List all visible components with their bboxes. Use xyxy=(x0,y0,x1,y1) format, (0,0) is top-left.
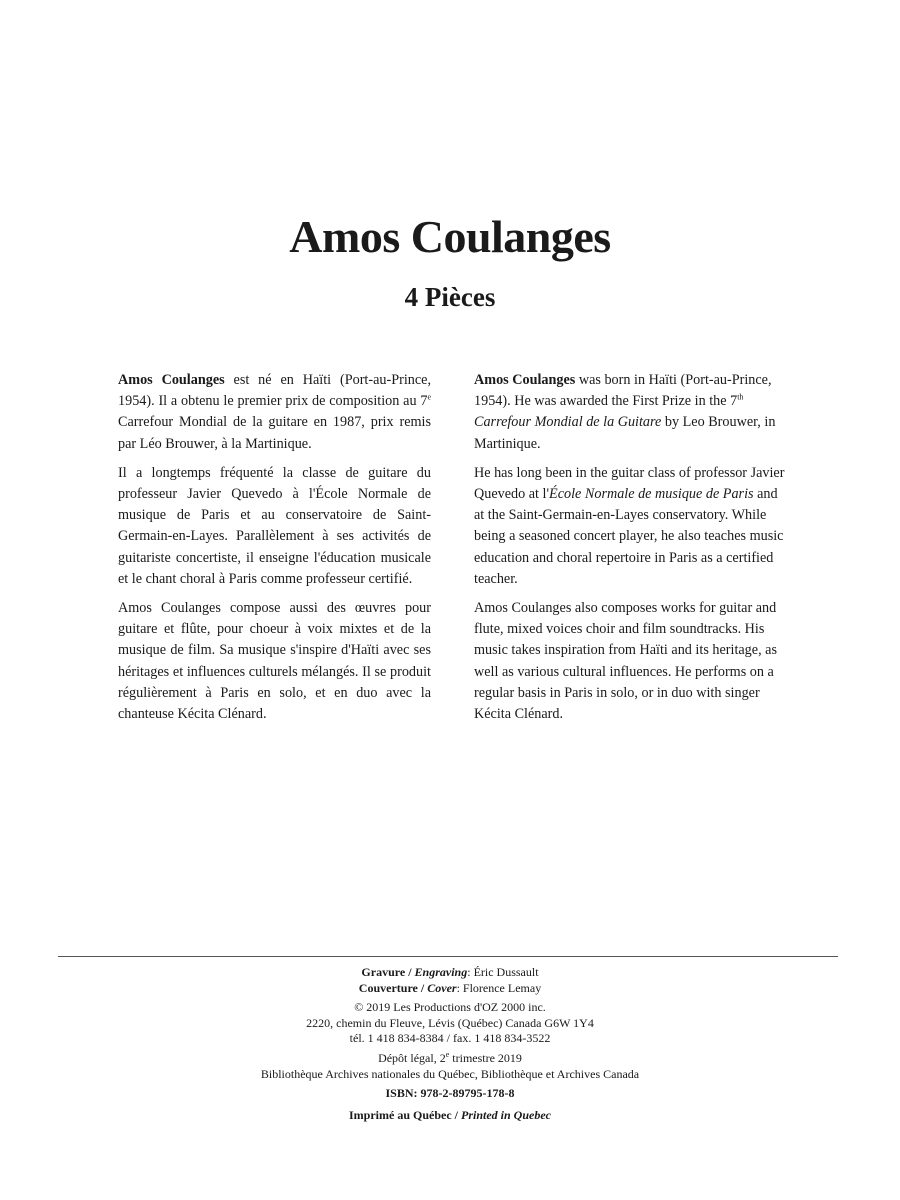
french-composer-name: Amos Coulanges xyxy=(118,372,225,388)
cover-label-fr: Couverture xyxy=(358,980,418,995)
isbn-line xyxy=(0,1086,900,1102)
engraving-name: : Éric Dussault xyxy=(467,965,539,979)
french-paragraph-3: Amos Coulanges compose aussi des œuvres pour guitare et flûte, pour choeur à voix mixtes et de la musique de film. Sa musique s'inspire d'Haïti avec ses héritages et influences culturels mélangés. Il se produit régulièrement à Paris en solo, et en duo avec la chanteuse Kécita Clénard. xyxy=(118,600,431,723)
english-p2-text-b: and at the Saint-Germain-en-Layes conservatory. While being a seasoned concert player, he also teaches music education and choral repertoire in Paris as a certified teacher. xyxy=(474,486,784,587)
legal-superscript: e xyxy=(445,1049,450,1059)
page-subtitle: 4 Pièces xyxy=(404,282,496,312)
phone-line: tél. 1 418 834-8384 / fax. 1 418 834-3522 xyxy=(349,1031,551,1046)
english-composer-name: Amos Coulanges xyxy=(474,372,576,388)
french-p1-text-a: est né en Haïti (Port-au-Prince, 1954). Il a obtenu le premier prix de composition au 7 xyxy=(118,372,431,410)
page-title: Amos Coulanges xyxy=(289,211,611,262)
english-p1-text-b: by Leo Brouwer, in Martinique. xyxy=(474,414,776,452)
cover-name: : Florence Lemay xyxy=(456,980,542,995)
english-paragraph-3: Amos Coulanges also composes works for guitar and flute, mixed voices choir and film soundtracks. His music takes inspiration from Haïti and its heritage, as well as various cultural influences. He performs on a regular basis in Paris in solo, or in duo with singer Kécita Clénard. xyxy=(474,600,777,723)
printed-fr: Imprimé au Québec xyxy=(349,1107,452,1122)
engraving-credit: Gravure / Engraving: Éric Dussault xyxy=(361,965,539,979)
english-paragraph-1 xyxy=(474,370,787,455)
french-paragraph-1 xyxy=(118,370,431,455)
french-column xyxy=(118,370,431,733)
cover-credit: Couverture / Cover: Florence Lemay xyxy=(358,980,542,995)
legal-text-b: trimestre 2019 xyxy=(449,1050,522,1065)
english-p2-text-a: He has long been in the guitar class of professor Javier Quevedo at l' xyxy=(474,464,785,503)
english-p1-text-a: was born in Haïti (Port-au-Prince, 1954). He was awarded the First Prize in the 7 xyxy=(474,372,772,410)
archives-line: Bibliothèque Archives nationales du Québec, Bibliothèque et Archives Canada xyxy=(260,1066,640,1081)
address-line: 2220, chemin du Fleuve, Lévis (Québec) Canada G6W 1Y4 xyxy=(306,1015,594,1030)
isbn-text: ISBN: 978-2-89795-178-8 xyxy=(385,1086,515,1101)
english-p2-italic: École Normale de musique de Paris xyxy=(549,486,754,503)
english-paragraph-2 xyxy=(474,463,787,590)
french-p1-superscript: e xyxy=(427,392,431,402)
legal-text-a: Dépôt légal, 2 xyxy=(378,1050,446,1065)
english-column xyxy=(474,370,787,733)
legal-deposit-line xyxy=(0,1051,900,1067)
printed-en: Printed in Quebec xyxy=(461,1107,551,1122)
copyright-line: © 2019 Les Productions d'OZ 2000 inc. xyxy=(354,1000,546,1015)
divider xyxy=(58,956,838,957)
engraving-label-fr: Gravure xyxy=(361,965,406,979)
credits-block xyxy=(0,965,900,1123)
english-p1-italic: Carrefour Mondial de la Guitare xyxy=(474,414,662,431)
cover-label-en: Cover xyxy=(427,980,457,995)
engraving-label-en: Engraving xyxy=(414,965,468,979)
french-paragraph-2: Il a longtemps fréquenté la classe de guitare du professeur Javier Quevedo à l'École Normale de musique de Paris et au conservatoire de Saint-Germain-en-Layes. Parallèlement à ses activités de guitariste concertiste, il enseigne l'éducation musicale et le chant choral à Paris comme professeur certifié. xyxy=(118,464,431,587)
english-p1-superscript: th xyxy=(737,392,744,402)
french-p1-text-b: Carrefour Mondial de la guitare en 1987, prix remis par Léo Brouwer, à la Martinique. xyxy=(118,414,431,452)
printed-line: Imprimé au Québec / Printed in Quebec xyxy=(349,1107,551,1122)
